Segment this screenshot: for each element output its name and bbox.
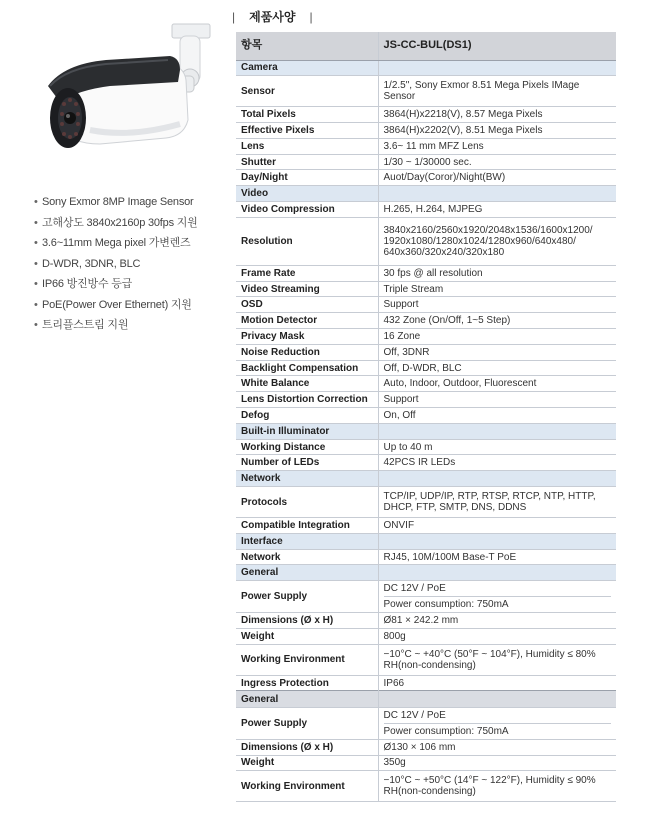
- spec-row: [236, 297, 616, 313]
- spec-value-line: 1920x1080/1280x1024/1280x960/640x480/: [383, 235, 576, 247]
- spec-row: [236, 675, 616, 691]
- spec-label: Compatible Integration: [236, 518, 378, 534]
- spec-group-value: [378, 533, 616, 549]
- spec-label: Privacy Mask: [236, 329, 378, 345]
- spec-group-row: [236, 691, 616, 708]
- spec-label: Noise Reduction: [236, 344, 378, 360]
- spec-label: Effective Pixels: [236, 123, 378, 139]
- spec-row: [236, 644, 616, 675]
- spec-value-line: TCP/IP, UDP/IP, RTP, RTSP, RTCP, NTP, HTTP,: [383, 491, 596, 503]
- spec-group-label: General: [236, 691, 378, 708]
- spec-label: Power Supply: [236, 708, 378, 740]
- spec-label: OSD: [236, 297, 378, 313]
- spec-label: Network: [236, 549, 378, 565]
- spec-group-value: [378, 423, 616, 439]
- spec-value-line: 640x360/320x240/320x180: [383, 246, 505, 258]
- spec-value: [378, 740, 616, 756]
- title-divider: |: [309, 10, 313, 24]
- spec-value-line: Ø130 × 106 mm: [383, 741, 456, 753]
- feature-item: • Sony Exmor 8MP Image Sensor: [34, 196, 194, 208]
- spec-label: Backlight Compensation: [236, 360, 378, 376]
- spec-label: Defog: [236, 408, 378, 424]
- spec-group-value: [378, 186, 616, 202]
- spec-value: [378, 644, 616, 675]
- spec-group-label: Camera: [236, 60, 378, 76]
- spec-row: [236, 487, 616, 518]
- spec-group-label: Built-in Illuminator: [236, 423, 378, 439]
- spec-row: [236, 581, 616, 613]
- spec-value: [378, 297, 616, 313]
- spec-value-line: 800g: [383, 630, 406, 642]
- spec-value: [378, 217, 616, 265]
- spec-value-line: IP66: [383, 677, 405, 689]
- spec-group-value: [378, 60, 616, 76]
- spec-value: [378, 281, 616, 297]
- spec-value: [378, 408, 616, 424]
- spec-group-row: [236, 471, 616, 487]
- spec-row: [236, 518, 616, 534]
- spec-group-row: [236, 423, 616, 439]
- spec-group-row: [236, 533, 616, 549]
- spec-label: Working Distance: [236, 439, 378, 455]
- spec-label: Protocols: [236, 487, 378, 518]
- spec-value: [378, 154, 616, 170]
- spec-label: Shutter: [236, 154, 378, 170]
- spec-value: [378, 107, 616, 123]
- spec-value-line: ONVIF: [383, 519, 415, 531]
- spec-group-label: General: [236, 565, 378, 581]
- spec-label: Number of LEDs: [236, 455, 378, 471]
- spec-value-line: −10°C ~ +40°C (50°F ~ 104°F), Humidity ≤ 80%: [383, 648, 596, 660]
- spec-value-line: RH(non-condensing): [383, 659, 476, 671]
- spec-value: [378, 344, 616, 360]
- spec-label: Video Streaming: [236, 281, 378, 297]
- spec-value: [378, 487, 616, 518]
- spec-row: [236, 138, 616, 154]
- spec-value-line: 30 fps @ all resolution: [383, 267, 483, 279]
- spec-value-line: 16 Zone: [383, 330, 421, 342]
- section-title: [232, 8, 313, 25]
- spec-value-line: Triple Stream: [383, 283, 444, 295]
- spec-value: [378, 629, 616, 645]
- spec-value: [378, 549, 616, 565]
- spec-value-line: 3.6~ 11 mm MFZ Lens: [383, 140, 484, 152]
- spec-value-line: Ø81 × 242.2 mm: [383, 615, 459, 627]
- spec-row: [236, 281, 616, 297]
- spec-row: [236, 154, 616, 170]
- spec-value-line: Support: [383, 299, 419, 311]
- spec-value-line: −10°C ~ +50°C (14°F ~ 122°F), Humidity ≤ 90%: [383, 775, 596, 786]
- spec-value-line: DC 12V / PoE: [383, 583, 446, 595]
- spec-label: Sensor: [236, 76, 378, 107]
- spec-row: [236, 107, 616, 123]
- spec-label: Video Compression: [236, 202, 378, 218]
- spec-value: [378, 755, 616, 771]
- spec-group-row: [236, 565, 616, 581]
- spec-row: [236, 740, 616, 756]
- spec-value-line: 432 Zone (On/Off, 1~5 Step): [383, 315, 511, 327]
- spec-label: Lens Distortion Correction: [236, 392, 378, 408]
- spec-row: [236, 202, 616, 218]
- spec-value: [378, 613, 616, 629]
- table-header-row: [236, 32, 616, 60]
- spec-value-line: RH(non-condensing): [383, 786, 476, 797]
- spec-value: [378, 708, 616, 740]
- spec-row: [236, 344, 616, 360]
- spec-label: Weight: [236, 629, 378, 645]
- spec-row: [236, 455, 616, 471]
- spec-row: [236, 217, 616, 265]
- spec-group-row: [236, 60, 616, 76]
- spec-value-line: 350g: [383, 757, 406, 769]
- column-header-item: 항목: [236, 32, 378, 60]
- spec-value: [378, 360, 616, 376]
- spec-group-value: [378, 565, 616, 581]
- spec-row: [236, 392, 616, 408]
- spec-value-line: Auot/Day(Coror)/Night(BW): [383, 172, 506, 184]
- spec-label: Weight: [236, 755, 378, 771]
- spec-group-label: Video: [236, 186, 378, 202]
- spec-row: [236, 708, 616, 740]
- spec-table: [236, 32, 616, 692]
- feature-item: • IP66 방진방수 등급: [34, 278, 133, 290]
- spec-row: [236, 771, 616, 802]
- spec-value: [378, 138, 616, 154]
- spec-value: [378, 771, 616, 802]
- spec-label: Lens: [236, 138, 378, 154]
- spec-row: [236, 360, 616, 376]
- spec-row: [236, 123, 616, 139]
- spec-value: [378, 170, 616, 186]
- feature-item: • 트리플스트림 지원: [34, 319, 129, 331]
- spec-value: [378, 313, 616, 329]
- spec-value-line: 3840x2160/2560x1920/2048x1536/1600x1200/: [383, 224, 593, 236]
- spec-value: [378, 675, 616, 691]
- spec-row: [236, 265, 616, 281]
- feature-item: • PoE(Power Over Ethernet) 지원: [34, 298, 192, 311]
- spec-row: [236, 408, 616, 424]
- spec-label: Working Environment: [236, 771, 378, 802]
- spec-value-line: 1/2.5", Sony Exmor 8.51 Mega Pixels IMage: [383, 80, 580, 92]
- spec-value: [378, 76, 616, 107]
- spec-value-line: H.265, H.264, MJPEG: [383, 203, 483, 215]
- spec-value-line: Power consumption: 750mA: [384, 596, 612, 612]
- spec-label: White Balance: [236, 376, 378, 392]
- spec-label: Dimensions (Ø x H): [236, 740, 378, 756]
- spec-group-label: Interface: [236, 533, 378, 549]
- spec-value-line: 42PCS IR LEDs: [383, 457, 456, 469]
- spec-label: Day/Night: [236, 170, 378, 186]
- spec-value-line: Off, 3DNR: [383, 346, 430, 358]
- spec-row: [236, 376, 616, 392]
- bullet-camera-image: [30, 20, 220, 180]
- spec-value-line: Off, D-WDR, BLC: [383, 362, 462, 374]
- spec-value-line: Sensor: [383, 91, 416, 103]
- spec-value: [378, 518, 616, 534]
- spec-row: [236, 755, 616, 771]
- feature-item: • 고해상도 3840x2160p 30fps 지원: [34, 216, 198, 229]
- spec-value-line: RJ45, 10M/100M Base-T PoE: [383, 551, 517, 563]
- spec-value-line: On, Off: [383, 409, 416, 421]
- spec-value-line: 3864(H)x2218(V), 8.57 Mega Pixels: [383, 109, 543, 121]
- spec-row: [236, 439, 616, 455]
- spec-value: [378, 392, 616, 408]
- spec-row: [236, 76, 616, 107]
- spec-value-line: Support: [383, 394, 419, 406]
- spec-label: Total Pixels: [236, 107, 378, 123]
- spec-group-value: [378, 691, 616, 708]
- spec-row: [236, 613, 616, 629]
- spec-value: [378, 329, 616, 345]
- spec-row: [236, 329, 616, 345]
- feature-list: [34, 192, 198, 336]
- spec-value: [378, 581, 616, 613]
- spec-value: [378, 265, 616, 281]
- spec-row: [236, 549, 616, 565]
- spec-label: Motion Detector: [236, 313, 378, 329]
- spec-label: Ingress Protection: [236, 675, 378, 691]
- spec-value-line: DC 12V / PoE: [383, 710, 446, 721]
- spec-value: [378, 439, 616, 455]
- spec-value-line: Up to 40 m: [383, 441, 433, 453]
- spec-row: [236, 629, 616, 645]
- spec-label: Working Environment: [236, 644, 378, 675]
- column-header-model: JS-CC-BUL(DS1): [378, 32, 616, 60]
- spec-group-label: Network: [236, 471, 378, 487]
- spec-label: Resolution: [236, 217, 378, 265]
- spec-label: Power Supply: [236, 581, 378, 613]
- feature-item: • 3.6~11mm Mega pixel 가변렌즈: [34, 237, 191, 249]
- spec-row: [236, 313, 616, 329]
- spec-label: Frame Rate: [236, 265, 378, 281]
- spec-value-line: DHCP, FTP, SMTP, DNS, DDNS: [383, 502, 527, 514]
- spec-table-secondary: [236, 690, 616, 802]
- feature-item: • D-WDR, 3DNR, BLC: [34, 257, 141, 270]
- spec-row: [236, 170, 616, 186]
- spec-value-line: 3864(H)x2202(V), 8.51 Mega Pixels: [383, 124, 543, 136]
- spec-value-line: Power consumption: 750mA: [384, 723, 612, 739]
- spec-value-line: 1/30 ~ 1/30000 sec.: [383, 156, 472, 168]
- spec-value: [378, 202, 616, 218]
- spec-value-line: Auto, Indoor, Outdoor, Fluorescent: [383, 378, 537, 390]
- spec-group-row: [236, 186, 616, 202]
- spec-value: [378, 376, 616, 392]
- spec-label: Dimensions (Ø x H): [236, 613, 378, 629]
- spec-value: [378, 123, 616, 139]
- spec-value: [378, 455, 616, 471]
- page-title: 제품사양: [249, 10, 296, 24]
- title-divider: |: [232, 10, 236, 24]
- spec-group-value: [378, 471, 616, 487]
